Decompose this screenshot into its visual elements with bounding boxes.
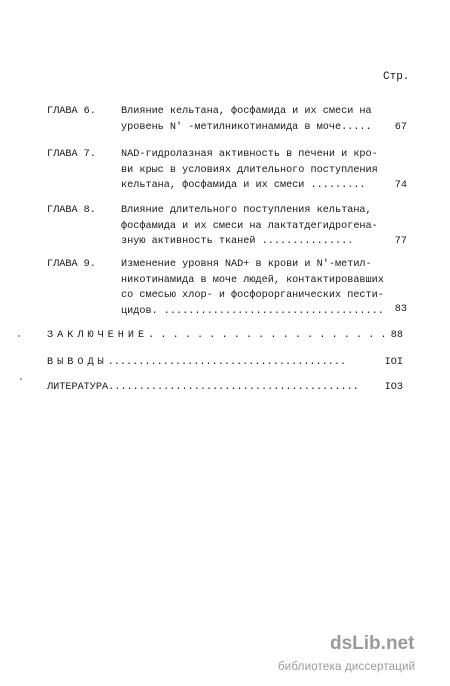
chapter-title-line: фосфамида и их смеси на лактатдегидрогена-	[121, 220, 378, 232]
toc-entry-conclusion	[47, 328, 403, 344]
page-column-label: Стр.	[383, 71, 410, 83]
chapter-title-line: со смесью хлор- и фосфорорганических пести-	[121, 290, 384, 301]
chapter-title-line: зную активность тканей ...............	[121, 236, 354, 247]
toc-entry-chapter-6	[47, 104, 407, 136]
chapter-title-line: Изменение уровня NAD+ в крови и N′-метил-	[121, 259, 372, 270]
page-number: IO3	[384, 382, 403, 393]
page-number: 77	[394, 236, 407, 247]
chapter-title-line: ви крыс в условиях длительного поступления	[121, 164, 378, 176]
chapter-title-line: никотинамида в моче людей, контактировавших	[121, 274, 384, 286]
watermark-logo: dsLib.net	[330, 633, 415, 654]
leader-dots: .........................................	[108, 382, 359, 393]
chapter-title	[121, 257, 384, 319]
chapter-title	[121, 104, 381, 135]
watermark-subtitle: библиотека диссертаций	[278, 661, 416, 673]
scan-speck	[18, 335, 20, 337]
chapter-number: ГЛАВА 6.	[47, 106, 96, 117]
section-title: ЛИТЕРАТУРА	[47, 382, 109, 393]
toc-entry-chapter-7	[47, 147, 407, 195]
page-number: 88	[390, 330, 403, 341]
section-title: ВЫВОДЫ	[47, 357, 108, 368]
chapter-title-line: NAD-гидролазная активность в печени и кро-	[121, 149, 378, 160]
chapter-title-line: Влияние кельтана, фосфамида и их смеси на	[121, 106, 372, 117]
toc-entry-chapter-8	[47, 203, 407, 251]
page-number: 74	[394, 180, 407, 191]
toc-entry-literature	[47, 380, 403, 396]
chapter-title-line: кельтана, фосфамида и их смеси .........	[121, 180, 366, 191]
chapter-title	[121, 147, 381, 194]
leader-dots: . . . . . . . . . . . . . . . . . . . .	[148, 330, 387, 341]
chapter-number: ГЛАВА 7.	[47, 149, 96, 160]
toc-entry-conclusions	[47, 355, 403, 371]
chapter-title-line: Влияние длительного поступления кельтана,	[121, 205, 372, 216]
scan-speck	[20, 378, 22, 380]
chapter-title	[121, 203, 381, 250]
page-number: 67	[394, 122, 407, 133]
toc-entry-chapter-9	[47, 257, 407, 321]
chapter-title-line: уровень N′ -метилникотинамида в моче.....	[121, 121, 372, 133]
leader-dots: .......................................	[107, 357, 347, 368]
chapter-number: ГЛАВА 8.	[47, 205, 96, 216]
page-number: 83	[394, 304, 407, 315]
chapter-number: ГЛАВА 9.	[47, 259, 96, 270]
chapter-title-line: цидов. ....................................	[121, 305, 384, 317]
page-number: IOI	[384, 357, 403, 368]
section-title: ЗАКЛЮЧЕНИЕ	[47, 330, 149, 341]
